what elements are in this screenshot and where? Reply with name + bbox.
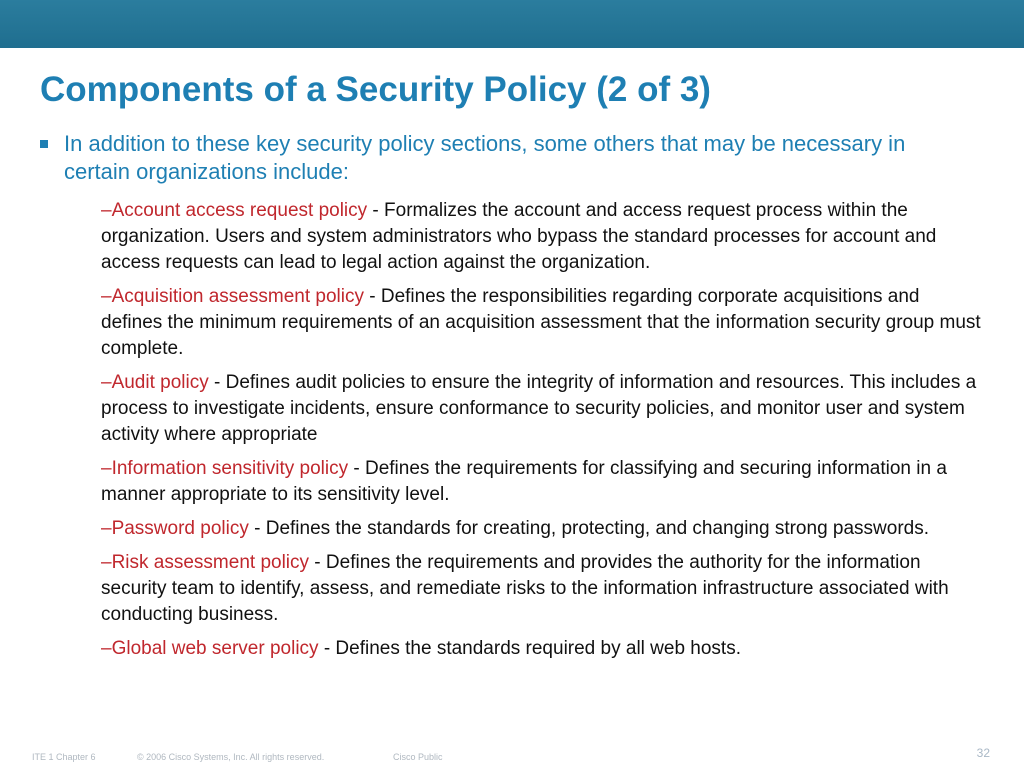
list-item-account-access (101, 198, 981, 276)
policy-description: - Defines the responsibilities regarding corporate acquisitions and defines the minimum requirements of an acquisition assessment that the information security group must complete. (101, 286, 981, 359)
list-item-password (101, 516, 981, 542)
policy-description: - Defines the requirements for classifying and securing information in a manner appropriate to its sensitivity level. (101, 458, 947, 505)
policy-description: - Defines audit policies to ensure the integrity of information and resources. This includes a process to investigate incidents, ensure conformance to security policies, and monitor user and system activity where appropriate (101, 372, 977, 445)
intro-bullet (40, 130, 970, 186)
policy-list (101, 198, 981, 670)
page-number: 32 (976, 746, 990, 760)
slide-title: Components of a Security Policy (2 of 3) (40, 70, 711, 109)
policy-name: –Information sensitivity policy (101, 458, 349, 479)
square-bullet-icon (40, 140, 48, 148)
list-item-risk-assessment (101, 550, 981, 628)
policy-name: –Acquisition assessment policy (101, 286, 364, 307)
footer-copyright: © 2006 Cisco Systems, Inc. All rights reserved. (137, 752, 325, 762)
list-item-acquisition-assessment (101, 284, 981, 362)
policy-description: - Defines the standards for creating, protecting, and changing strong passwords. (248, 518, 930, 539)
policy-name: –Account access request policy (101, 200, 368, 221)
footer-classification: Cisco Public (393, 752, 443, 762)
footer (32, 752, 443, 762)
list-item-information-sensitivity (101, 456, 981, 508)
footer-chapter: ITE 1 Chapter 6 (32, 752, 96, 762)
intro-text: In addition to these key security policy sections, some others that may be necessary in certain organizations include: (64, 131, 906, 184)
list-item-audit (101, 370, 981, 448)
policy-name: –Risk assessment policy (101, 552, 310, 573)
policy-name: –Audit policy (101, 372, 209, 393)
policy-description: - Defines the requirements and provides the authority for the information security team to identify, assess, and remediate risks to the information infrastructure associated with conducting business. (101, 552, 949, 625)
policy-name: –Global web server policy (101, 638, 319, 659)
policy-description: - Defines the standards required by all web hosts. (318, 638, 741, 659)
policy-name: –Password policy (101, 518, 249, 539)
policy-description: - Formalizes the account and access request process within the organization. Users and system administrators who bypass the standard processes for account and access requests can lead to legal action against the organization. (101, 200, 937, 273)
list-item-global-web-server (101, 636, 981, 662)
header-bar (0, 0, 1024, 48)
